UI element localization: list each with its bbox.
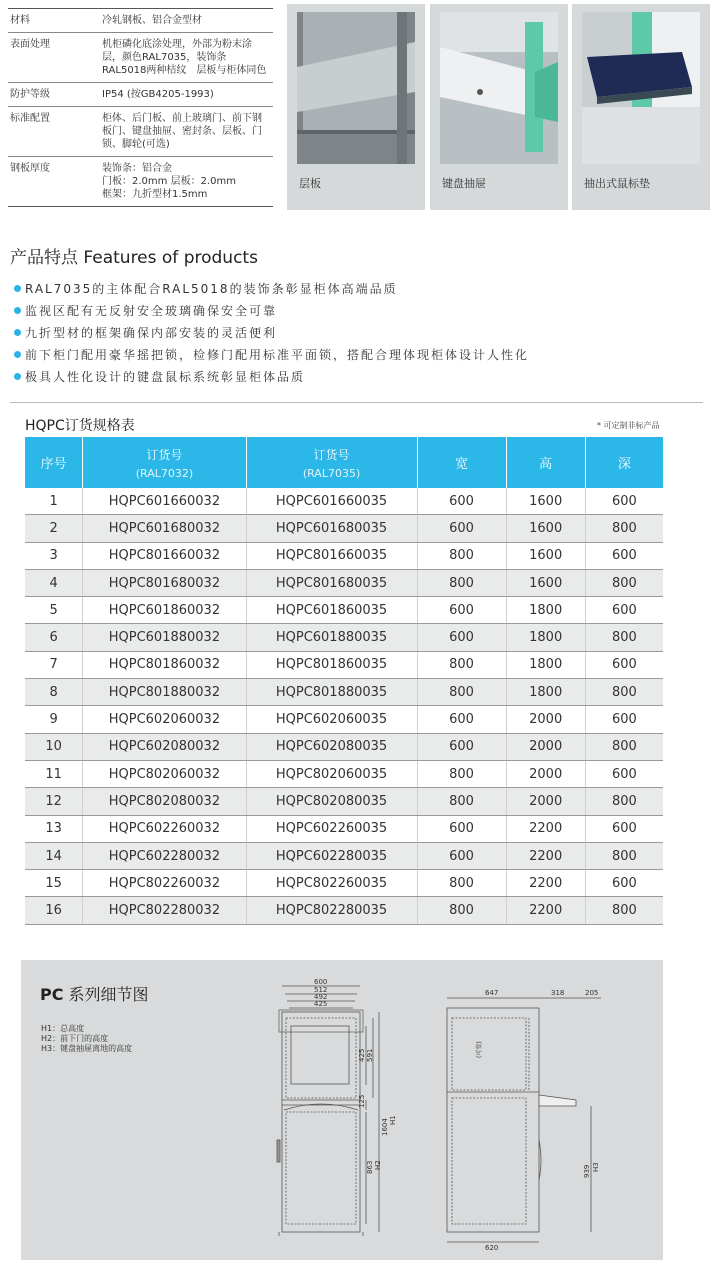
- table-cell: HQPC802260032: [83, 870, 246, 897]
- header-index: 序号: [25, 437, 83, 488]
- table-cell: HQPC602060035: [246, 706, 417, 733]
- table-cell: 800: [585, 569, 663, 596]
- table-cell: 5: [25, 597, 83, 624]
- table-cell: 600: [417, 706, 506, 733]
- table-cell: 600: [585, 597, 663, 624]
- table-cell: 800: [585, 515, 663, 542]
- header-depth: 深: [585, 437, 663, 488]
- table-cell: 2000: [506, 788, 585, 815]
- table-cell: 600: [585, 870, 663, 897]
- table-cell: HQPC801660035: [246, 542, 417, 569]
- table-cell: HQPC802080035: [246, 788, 417, 815]
- legend-h2: H2：前下门的高度: [41, 1034, 109, 1043]
- dim-939: 939: [583, 1164, 591, 1178]
- side-view: [447, 998, 601, 1242]
- order-table: [25, 437, 663, 925]
- feature-item: [14, 366, 694, 388]
- table-cell: 600: [417, 597, 506, 624]
- spec-value: 冷轧钢板、铝合金型材: [102, 15, 202, 26]
- table-row: [25, 488, 663, 515]
- table-row: [25, 569, 663, 596]
- table-cell: 600: [417, 488, 506, 515]
- detail-title-rest: 系列细节图: [63, 985, 149, 1004]
- table-cell: 600: [417, 815, 506, 842]
- table-row: [25, 733, 663, 760]
- table-cell: HQPC802280032: [83, 897, 246, 924]
- spec-key: 标准配置: [10, 113, 50, 124]
- photo-shelf: [287, 4, 425, 210]
- table-cell: 600: [417, 733, 506, 760]
- dim-205: 205: [585, 989, 599, 997]
- table-cell: 1600: [506, 569, 585, 596]
- table-cell: 800: [585, 897, 663, 924]
- table-cell: 800: [417, 870, 506, 897]
- custom-note: * 可定制非标产品: [597, 421, 660, 430]
- dim-425-w: 425: [314, 1000, 328, 1008]
- table-cell: 1800: [506, 679, 585, 706]
- header-width: 宽: [417, 437, 506, 488]
- table-row: [25, 788, 663, 815]
- table-cell: 2000: [506, 760, 585, 787]
- table-row: [25, 597, 663, 624]
- table-cell: HQPC801680035: [246, 569, 417, 596]
- detail-title-prefix: PC: [40, 985, 64, 1004]
- spec-value: 机柜磷化底涂处理，外部为粉末涂层，颜色RAL7035，装饰条RAL5018两种桔纹 层板与柜体同色: [102, 39, 267, 76]
- table-cell: 2200: [506, 842, 585, 869]
- table-cell: HQPC602280035: [246, 842, 417, 869]
- dim-863: 863: [366, 1160, 374, 1174]
- spec-table: [8, 8, 273, 207]
- table-row: [25, 624, 663, 651]
- spec-key: 表面处理: [10, 39, 50, 50]
- legend-h1: H1：总高度: [41, 1024, 85, 1033]
- table-cell: 800: [585, 679, 663, 706]
- dim-125: 125: [358, 1094, 366, 1108]
- photo-keyboard-drawer: [430, 4, 568, 210]
- feature-text: 前下柜门配用豪华摇把锁，检修门配用标准平面锁，搭配合理体现柜体设计人性化: [25, 348, 530, 362]
- table-cell: 600: [585, 651, 663, 678]
- table-cell: HQPC601680032: [83, 515, 246, 542]
- bullet-icon: [14, 307, 21, 314]
- cabinet-drawing: [21, 960, 663, 1260]
- table-cell: 2200: [506, 815, 585, 842]
- dim-492: 492: [314, 993, 328, 1001]
- table-cell: 600: [417, 842, 506, 869]
- table-cell: HQPC801860032: [83, 651, 246, 678]
- table-cell: 600: [417, 624, 506, 651]
- table-cell: HQPC801860035: [246, 651, 417, 678]
- shelf-photo-icon: [297, 12, 415, 164]
- feature-text: 极具人性化设计的键盘鼠标系统彰显柜体品质: [25, 370, 306, 384]
- keyboard-drawer-photo-icon: [440, 12, 558, 164]
- table-cell: 8: [25, 679, 83, 706]
- spec-key: 材料: [10, 15, 30, 26]
- table-cell: HQPC602080032: [83, 733, 246, 760]
- table-cell: 600: [585, 488, 663, 515]
- mouse-pad-photo-icon: [582, 12, 700, 164]
- table-cell: 4: [25, 569, 83, 596]
- table-row: [25, 760, 663, 787]
- table-cell: 600: [585, 815, 663, 842]
- table-cell: HQPC602260035: [246, 815, 417, 842]
- legend-h3: H3：键盘抽屉离地的高度: [41, 1044, 133, 1053]
- table-cell: HQPC801660032: [83, 542, 246, 569]
- table-row: [25, 706, 663, 733]
- spec-key: 防护等级: [10, 89, 50, 100]
- dim-h3: H3: [592, 1162, 600, 1172]
- table-cell: 600: [585, 706, 663, 733]
- table-cell: 800: [417, 542, 506, 569]
- section-divider: [10, 402, 703, 403]
- feature-text: 监视区配有无反射安全玻璃确保安全可靠: [25, 304, 278, 318]
- table-cell: HQPC602260032: [83, 815, 246, 842]
- table-cell: 800: [417, 679, 506, 706]
- dim-591: 591: [366, 1048, 374, 1062]
- bullet-icon: [14, 351, 21, 358]
- table-cell: 1800: [506, 597, 585, 624]
- table-cell: 14: [25, 842, 83, 869]
- table-cell: 600: [585, 542, 663, 569]
- table-row: [25, 515, 663, 542]
- table-cell: 7: [25, 651, 83, 678]
- table-cell: HQPC802280035: [246, 897, 417, 924]
- header-height: 高: [506, 437, 585, 488]
- side-dim-labels: [475, 989, 600, 1252]
- table-cell: 11: [25, 760, 83, 787]
- table-cell: 1800: [506, 624, 585, 651]
- table-cell: 800: [585, 733, 663, 760]
- table-cell: HQPC601860035: [246, 597, 417, 624]
- table-cell: 2200: [506, 870, 585, 897]
- table-cell: HQPC602280032: [83, 842, 246, 869]
- spec-value: IP54 (按GB4205-1993): [102, 89, 214, 100]
- table-cell: 10: [25, 733, 83, 760]
- spec-value: 装饰条：铝合金 门板：2.0mm 层板：2.0mm 框架：九折型材1.5mm: [102, 163, 236, 200]
- feature-item: [14, 300, 694, 322]
- spec-row: [8, 33, 273, 83]
- table-cell: 800: [585, 842, 663, 869]
- feature-text: 九折型材的框架确保内部安装的灵活便利: [25, 326, 278, 340]
- table-cell: HQPC802060035: [246, 760, 417, 787]
- dim-1604: 1604: [381, 1118, 389, 1136]
- table-cell: 2000: [506, 733, 585, 760]
- feature-item: [14, 344, 694, 366]
- dim-425-h: 425: [358, 1048, 366, 1062]
- table-cell: 3: [25, 542, 83, 569]
- table-cell: HQPC601680035: [246, 515, 417, 542]
- table-cell: HQPC601860032: [83, 597, 246, 624]
- table-cell: HQPC802060032: [83, 760, 246, 787]
- photo-caption: 抽出式鼠标垫: [584, 177, 650, 190]
- order-table-title: HQPC订货规格表: [25, 418, 135, 434]
- dim-600: 600: [314, 978, 328, 986]
- table-cell: 800: [585, 788, 663, 815]
- front-view: [277, 986, 379, 1236]
- spec-row: [8, 83, 273, 107]
- table-row: [25, 897, 663, 924]
- dim-620: 620: [485, 1244, 499, 1252]
- table-cell: 15: [25, 870, 83, 897]
- dim-optional: (可变): [476, 1041, 483, 1058]
- table-cell: HQPC602080035: [246, 733, 417, 760]
- table-cell: 1600: [506, 515, 585, 542]
- table-cell: 2200: [506, 897, 585, 924]
- spec-row: [8, 9, 273, 33]
- table-cell: HQPC801880035: [246, 679, 417, 706]
- table-row: [25, 542, 663, 569]
- dim-318: 318: [551, 989, 565, 997]
- table-cell: 1: [25, 488, 83, 515]
- spec-key: 钢板厚度: [10, 163, 50, 174]
- header-code-7032: 订货号 (RAL7032): [83, 437, 246, 488]
- dim-h1: H1: [389, 1115, 397, 1125]
- table-row: [25, 842, 663, 869]
- table-cell: 6: [25, 624, 83, 651]
- table-cell: 9: [25, 706, 83, 733]
- table-cell: HQPC601880035: [246, 624, 417, 651]
- table-cell: 800: [417, 897, 506, 924]
- table-cell: 800: [417, 569, 506, 596]
- table-cell: HQPC802080032: [83, 788, 246, 815]
- spec-row: [8, 157, 273, 207]
- table-row: [25, 815, 663, 842]
- table-cell: 2000: [506, 706, 585, 733]
- table-row: [25, 679, 663, 706]
- table-cell: HQPC601880032: [83, 624, 246, 651]
- front-dim-labels: [314, 978, 397, 1174]
- table-cell: 2: [25, 515, 83, 542]
- table-cell: HQPC601660032: [83, 488, 246, 515]
- dim-512: 512: [314, 986, 328, 994]
- table-cell: 800: [417, 651, 506, 678]
- spec-row: [8, 107, 273, 157]
- table-cell: 1600: [506, 488, 585, 515]
- table-cell: 800: [417, 760, 506, 787]
- features-list: [14, 278, 694, 388]
- feature-item: [14, 322, 694, 344]
- header-code-7035: 订货号 (RAL7035): [246, 437, 417, 488]
- table-cell: HQPC801880032: [83, 679, 246, 706]
- spec-value: 柜体、后门板、前上玻璃门、前下钢板门、键盘抽屉、密封条、层板、门锁、脚轮(可选): [102, 113, 262, 150]
- bullet-icon: [14, 373, 21, 380]
- table-cell: 800: [585, 624, 663, 651]
- table-row: [25, 870, 663, 897]
- feature-text: RAL7035的主体配合RAL5018的装饰条彰显柜体高端品质: [25, 282, 398, 296]
- table-cell: 16: [25, 897, 83, 924]
- features-title: 产品特点 Features of products: [10, 248, 258, 268]
- photo-caption: 键盘抽屉: [442, 177, 486, 190]
- table-cell: 1600: [506, 542, 585, 569]
- dim-647: 647: [485, 989, 499, 997]
- bullet-icon: [14, 285, 21, 292]
- photo-caption: 层板: [299, 177, 321, 190]
- table-cell: HQPC802260035: [246, 870, 417, 897]
- table-cell: 1800: [506, 651, 585, 678]
- table-cell: HQPC801680032: [83, 569, 246, 596]
- table-cell: HQPC602060032: [83, 706, 246, 733]
- table-cell: 13: [25, 815, 83, 842]
- table-cell: 800: [417, 788, 506, 815]
- table-cell: 600: [417, 515, 506, 542]
- table-row: [25, 651, 663, 678]
- table-cell: 12: [25, 788, 83, 815]
- table-cell: 600: [585, 760, 663, 787]
- photo-mouse-pad: [572, 4, 710, 210]
- table-cell: HQPC601660035: [246, 488, 417, 515]
- dim-h2: H2: [374, 1160, 382, 1170]
- bullet-icon: [14, 329, 21, 336]
- feature-item: [14, 278, 694, 300]
